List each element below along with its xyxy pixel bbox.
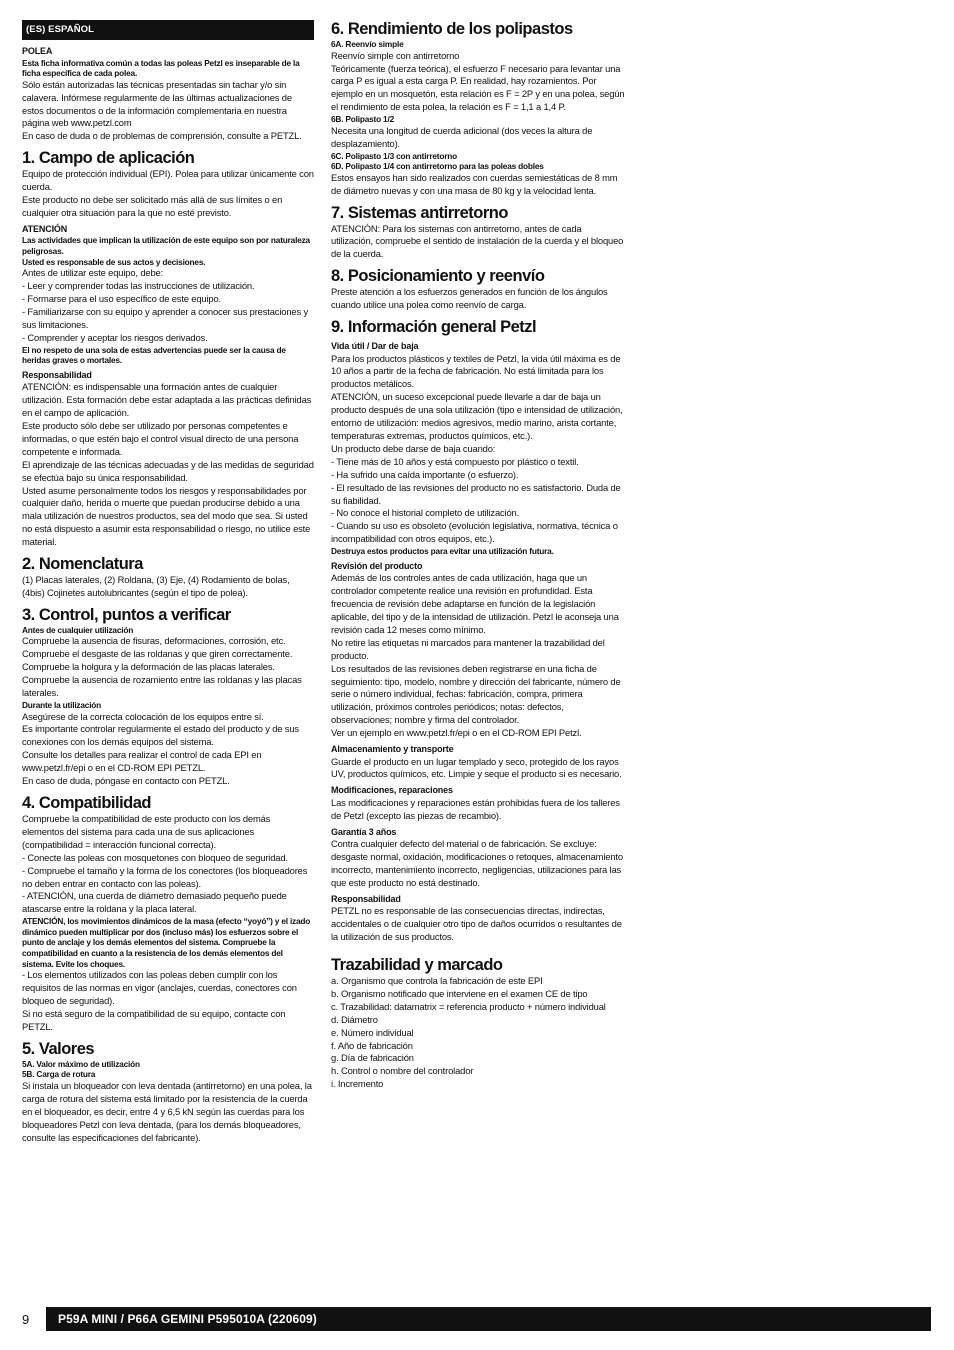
intro-title: POLEA <box>22 46 53 56</box>
vida-util-bold: Destruya estos productos para evitar una utilización futura. <box>331 546 554 557</box>
section-3-text-1: Compruebe la ausencia de fisuras, deformaciones, corrosión, etc. Compruebe el desgaste de las roldanas y que giren correctamente. Compruebe la holgura y la deformación de las placas laterales. Compruebe la ausencia de rozamiento entre las roldanas y las placas laterales. <box>22 635 302 699</box>
section-8-text: Preste atención a los esfuerzos generados en función de los ángulos cuando utilice una polea como reenvío de carga. <box>331 286 608 311</box>
section-9-title: 9. Información general Petzl <box>331 318 537 337</box>
modificaciones-text: Las modificaciones y reparaciones están prohibidas fuera de los talleres de Petzl (excepto las piezas de recambio). <box>331 796 620 821</box>
section-4-bold: ATENCIÓN, los movimientos dinámicos de la masa (efecto “yoyó”) y el izado dinámico pueden multiplicar por dos (incluso más) los esfuerzos sobre el punto de anclaje y los demás elementos del sistema. Compruebe la compatibilidad en cuanto a la resistencia de los demás elementos del sistema. Evite los choques. <box>22 916 311 969</box>
section-6-text-a: Reenvío simple con antirretorno Teóricamente (fuerza teórica), el esfuerzo F necesario para levantar una carga P es igual a esta carga P. En realidad, hay rozamientos. Por ejemplo en un mosquetón, esta relación es F = 2P y en una polea, según el rendimiento de esta polea, la relación es F = 1,1 a 1,4 P. <box>331 49 625 113</box>
responsabilidad-title: Responsabilidad <box>331 893 401 904</box>
section-4-title: 4. Compatibilidad <box>22 794 152 812</box>
trazabilidad-list: a. Organismo que controla la fabricación de este EPI b. Organismo notificado que interviene en el examen CE de tipo c. Trazabilidad: datamatrix = referencia producto + número individual d. Diámetro e. Número individual f. Año de fabricación g. Día de fabricación h. Control o nombre del controlador i. Incremento <box>331 975 606 1090</box>
modificaciones-title: Modificaciones, reparaciones <box>331 785 453 796</box>
vida-util-text: Para los productos plásticos y textiles de Petzl, la vida útil máxima es de 10 años a partir de la fecha de fabricación. No está limitada para los productos metálicos. ATENCIÓN, un suceso excepcional puede llevarle a dar de baja un producto después de una sola utilización (tipo e intensidad de utilización, entorno de utilización: medios agresivos, medio marino, arista cortante, temperaturas extremas, productos químicos, etc.). Un producto debe darse de baja cuando: - Tiene más de 10 años y está compuesto por plástico o textil. - Ha sufrido una caída importante (o esfuerzo). - El resultado de las revisiones del producto no es satisfactorio. Duda de su fiabilidad. - No conoce el historial completo de utilización. - Cuando su uso es obsoleto (evolución legislativa, normativa, técnica o incompatibilidad con otros equipos, etc.). <box>331 352 623 545</box>
left-column <box>22 20 314 1144</box>
garantia-title: Garantía 3 años <box>331 826 397 837</box>
section-7-text: ATENCIÓN: Para los sistemas con antirretorno, antes de cada utilización, compruebe el sentido de instalación de la cuerda y el bloqueo de la cuerda. <box>331 222 624 260</box>
section-4-text-1: Compruebe la compatibilidad de este producto con los demás elementos del sistema para cada una de sus aplicaciones (compatibilidad = interacción funcional correcta). - Conecte las poleas con mosquetones con bloqueo de seguridad. - Compruebe el tamaño y la forma de los conectores (los bloqueadores no deben entrar en contacto con las poleas). - ATENCIÓN, una cuerda de diámetro demasiado pequeño puede atascarse entre la roldana y la placa lateral. <box>22 813 308 915</box>
section-3-text-2: Asegúrese de la correcta colocación de los equipos entre sí. Es importante controlar regularmente el estado del producto y de sus conexiones con los demás equipos del sistema. Consulte los detalles para realizar el control de cada EPI en www.petzl.fr/epi o en el CD-ROM EPI PETZL. En caso de duda, póngase en contacto con PETZL. <box>22 710 299 787</box>
intro-bold: Esta ficha informativa común a todas las poleas Petzl es inseparable de la ficha específica de cada polea. <box>22 57 300 79</box>
section-6-sub-a: 6A. Reenvío simple <box>331 39 404 49</box>
section-5-sub-2: 5B. Carga de rotura <box>22 1069 96 1080</box>
section-1-atencion-title: ATENCIÓN <box>22 223 68 234</box>
section-1-resp-title: Responsabilidad <box>22 369 92 380</box>
section-8-title: 8. Posicionamiento y reenvío <box>331 267 545 286</box>
intro-text: Sólo están autorizadas las técnicas presentadas sin tachar y/o sin calavera. Infórmese regularmente de las últimas actualizaciones de estos documentos o de la información complementaria en nuestra página web www.petzl.com En caso de duda o de problemas de comprensión, consulte a PETZL. <box>22 78 302 142</box>
section-3-sub-2: Durante la utilización <box>22 699 102 710</box>
section-1-warning: El no respeto de una sola de estas advertencias puede ser la causa de heridas graves o mortales. <box>22 344 286 366</box>
garantia-text: Contra cualquier defecto del material o de fabricación. Se excluye: desgaste normal, oxidación, modificaciones o retoques, almacenamiento incorrecto, mantenimiento incorrecto, negligencias, utilizaciones para las que este producto no está destinado. <box>331 838 623 888</box>
section-6-text-b: Necesita una longitud de cuerda adicional (dos veces la altura de desplazamiento). <box>331 124 593 149</box>
section-2-text: (1) Placas laterales, (2) Roldana, (3) Eje, (4) Rodamiento de bolas, (4bis) Cojinetes autolubricantes (según el tipo de polea). <box>22 574 290 598</box>
revision-text: Además de los controles antes de cada utilización, haga que un controlador competente realice una revisión en profundidad. Esta frecuencia de revisión debe adaptarse en función de la legislación aplicable, del tipo y de la intensidad de utilización. Petzl le aconseja una revisión cada 12 meses como mínimo. No retire las etiquetas ni marcados para mantener la trazabilidad del producto. Los resultados de las revisiones deben registrarse en una ficha de seguimiento: tipo, modelo, nombre y dirección del fabricante, número de serie o número individual, fechas: fabricación, compra, primera utilización, próximos controles periódicos; notas: defectos, observaciones; nombre y firma del controlador. Ver un ejemplo en www.petzl.fr/epi o en el CD-ROM EPI Petzl. <box>331 572 621 739</box>
section-1-text: Equipo de protección individual (EPI). Polea para utilizar únicamente con cuerda. Este producto no debe ser solicitado más allá de sus límites o en cualquier otra situación para la que no esté previsto. <box>22 168 314 218</box>
section-3-title: 3. Control, puntos a verificar <box>22 605 231 624</box>
section-6-title: 6. Rendimiento de los polipastos <box>331 20 573 38</box>
page-number: 9 <box>22 1312 30 1327</box>
section-5-sub-1: 5A. Valor máximo de utilización <box>22 1058 140 1069</box>
section-6-sub-b: 6B. Polipasto 1/2 <box>331 114 394 125</box>
section-5-text: Si instala un bloqueador con leva dentada (antirretorno) en una polea, la carga de rotura del sistema está limitado por la resistencia de la cuerda en el bloqueador, es decir, entre 4 y 6,5 kN según las cuerdas para los bloqueadores Petzl con leva dentada, (para los demás bloqueadores, consulte las especificaciones del fabricante). <box>22 1079 312 1143</box>
section-7-title: 7. Sistemas antirretorno <box>331 203 508 222</box>
section-5-title: 5. Valores <box>22 1039 95 1058</box>
section-3-sub-1: Antes de cualquier utilización <box>22 624 134 635</box>
responsabilidad-text: PETZL no es responsable de las consecuencias directas, indirectas, accidentales o de cualquier otro tipo de daños ocurridos o resultantes de la utilización de sus productos. <box>331 905 622 943</box>
section-1-text-2: Antes de utilizar este equipo, debe: - Leer y comprender todas las instrucciones de utilización. - Formarse para el uso específico de este equipo. - Familiarizarse con su equipo y aprender a conocer sus prestaciones y sus limitaciones. - Comprender y aceptar los riesgos derivados. <box>22 267 308 343</box>
product-footer: P59A MINI / P66A GEMINI P595010A (220609) <box>46 1307 931 1331</box>
section-6-sub-c: 6C. Polipasto 1/3 con antirretorno 6D. Polipasto 1/4 con antirretorno para las poleas dobles <box>331 150 544 172</box>
vida-util-title: Vida útil / Dar de baja <box>331 341 419 352</box>
section-1-resp-text: ATENCIÓN: es indispensable una formación antes de cualquier utilización. Esta formación debe estar adaptada a las prácticas definidas en el campo de aplicación. Este producto sólo debe ser utilizado por personas competentes e informadas, o que estén bajo el control visual directo de una persona competente e informada. El aprendizaje de las técnicas adecuadas y de las medidas de seguridad se efectúa bajo su única responsabilidad. Usted asume personalmente todos los riesgos y responsabilidades por cualquier daño, herida o muerte que puedan producirse debido a una mala utilización de nuestros productos, sea del modo que sea. Si usted no está dispuesto a asumir esta responsabilidad o riesgo, no utilice este material. <box>22 381 314 548</box>
language-header: (ES) ESPAÑOL <box>22 20 314 40</box>
section-4-text-2: - Los elementos utilizados con las poleas deben cumplir con los requisitos de las normas en vigor (anclajes, cuerdas, conectores con bloqueo de seguridad). Si no está seguro de la compatibilidad de su equipo, contacte con PETZL. <box>22 969 297 1032</box>
section-1-title: 1. Campo de aplicación <box>22 149 195 168</box>
almacenamiento-text: Guarde el producto en un lugar templado y seco, protegido de los rayos UV, productos químicos, etc. Limpie y seque el producto si es necesario. <box>331 755 622 780</box>
section-6-text-c: Estos ensayos han sido realizados con cuerdas semiestáticas de 8 mm de diámetro nuevas y con una masa de 80 kg y la velocidad lenta. <box>331 171 618 196</box>
section-1-atencion-bold: Las actividades que implican la utilización de este equipo son por naturaleza peligrosas. Usted es responsable de sus actos y decisiones. <box>22 235 310 267</box>
revision-title: Revisión del producto <box>331 560 423 571</box>
section-2-title: 2. Nomenclatura <box>22 555 143 574</box>
trazabilidad-title: Trazabilidad y marcado <box>331 956 503 974</box>
right-column <box>331 20 625 1091</box>
almacenamiento-title: Almacenamiento y transporte <box>331 744 454 755</box>
